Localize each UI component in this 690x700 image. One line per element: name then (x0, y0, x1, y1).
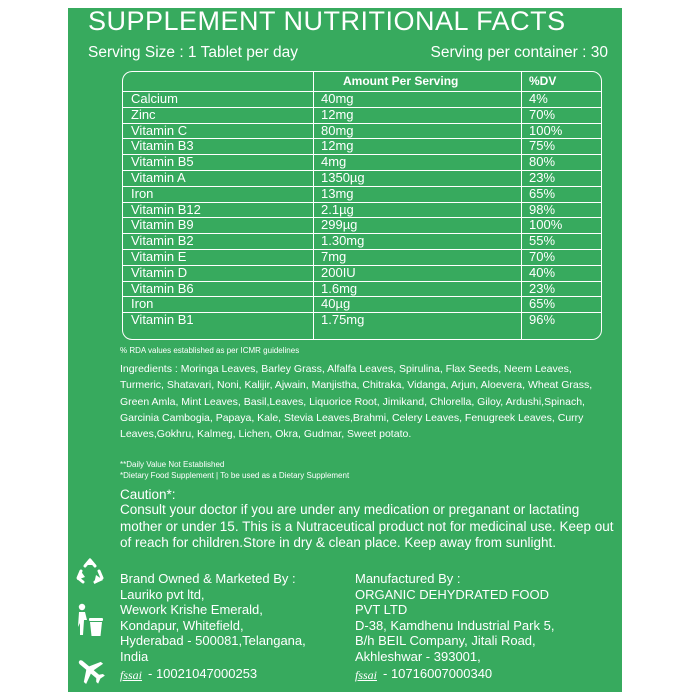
serving-per-container: Serving per container : 30 (430, 44, 608, 61)
nutrient-amount: 40µg (321, 296, 351, 312)
table-row (123, 265, 601, 281)
table-row (123, 233, 601, 249)
nutrient-amount: 200IU (321, 264, 356, 280)
table-row (123, 91, 601, 107)
nutrient-name: Vitamin B1 (131, 312, 194, 328)
nutrient-amount: 40mg (321, 91, 354, 106)
daily-value-note: **Daily Value Not Established (120, 460, 225, 469)
table-row (123, 186, 601, 202)
caution-text: Consult your doctor if you are under any medication or preganant or lactating mother or under 15. This is a Nutraceutical product not for medicinal use. Keep out of reach for children.Store in dry & clean place. Keep away from sunlight. (120, 502, 614, 550)
no-air-travel-icon (74, 654, 106, 686)
table-row (123, 217, 601, 233)
nutrient-dv: 65% (529, 296, 556, 312)
nutrient-name: Vitamin B9 (131, 217, 194, 233)
nutrient-name: Vitamin A (131, 169, 186, 185)
nutrient-amount: 13mg (321, 185, 354, 201)
nutrient-dv: 70% (529, 106, 556, 122)
nutrient-name: Vitamin E (131, 248, 187, 264)
nutrient-amount: 1.30mg (321, 233, 365, 249)
fssai-logo: fssai (120, 668, 143, 682)
nutrient-dv: 100% (529, 217, 563, 233)
nutrient-dv: 80% (529, 154, 556, 170)
nutrient-dv: 40% (529, 264, 556, 280)
nutrient-dv: 65% (529, 185, 556, 201)
nutrient-amount: 12mg (321, 106, 354, 122)
nutrient-name: Vitamin B6 (131, 280, 194, 296)
nutrient-dv: 75% (529, 138, 556, 154)
brand-fssai-license: - 10021047000253 (148, 666, 258, 681)
nutrient-amount: 1350µg (321, 169, 365, 185)
table-row (123, 202, 601, 218)
nutrient-name: Zinc (131, 106, 156, 122)
nutrient-name: Iron (131, 296, 154, 312)
nutrient-amount: 2.1µg (321, 201, 354, 217)
rda-note: % RDA values established as per ICMR guidelines (120, 346, 300, 355)
nutrient-dv: 23% (529, 169, 556, 185)
dispose-in-bin-icon (74, 603, 106, 639)
header-dv: %DV (529, 74, 557, 88)
fssai-logo: fssai (355, 668, 378, 682)
nutrient-dv: 23% (529, 280, 556, 296)
serving-size: Serving Size : 1 Tablet per day (88, 44, 298, 61)
table-row (123, 170, 601, 186)
nutrient-amount: 1.6mg (321, 280, 358, 296)
supplement-note: *Dietary Food Supplement | To be used as a Dietary Supplement (120, 471, 350, 480)
nutrient-name: Vitamin B3 (131, 138, 194, 154)
table-row (123, 138, 601, 154)
nutrient-name: Calcium (131, 91, 178, 106)
nutrient-name: Vitamin D (131, 264, 188, 280)
nutrition-label-panel (68, 8, 622, 692)
nutrient-amount: 7mg (321, 248, 347, 264)
nutrition-facts-table (122, 71, 602, 340)
nutrient-dv: 96% (529, 312, 556, 328)
caution-heading: Caution*: (120, 487, 176, 502)
table-row (123, 107, 601, 123)
nutrient-dv: 55% (529, 233, 556, 249)
manufacturer-address: Manufactured By : ORGANIC DEHYDRATED FOOD PVT LTD D-38, Kamdhenu Industrial Park 5, B/h BEIL Company, Jitali Road, Akhleshwar - 393001, (355, 571, 555, 664)
nutrient-name: Iron (131, 185, 154, 201)
nutrient-amount: 80mg (321, 122, 354, 138)
header-amount: Amount Per Serving (343, 74, 459, 88)
nutrient-dv: 4% (529, 91, 548, 106)
nutrient-amount: 12mg (321, 138, 354, 154)
page-title: SUPPLEMENT NUTRITIONAL FACTS (88, 8, 566, 36)
recycle-icon (74, 556, 106, 588)
brand-owner-address: Brand Owned & Marketed By : Lauriko pvt ltd, Wework Krishe Emerald, Kondapur, Whitefield, Hyderabad - 500081,Telangana, India (120, 571, 306, 664)
nutrient-name: Vitamin B12 (131, 201, 201, 217)
table-row (123, 123, 601, 139)
nutrient-dv: 70% (529, 248, 556, 264)
nutrient-dv: 98% (529, 201, 556, 217)
ingredients-text: Ingredients : Moringa Leaves, Barley Grass, Alfalfa Leaves, Spirulina, Flax Seeds, Neem Leaves, Turmeric, Shatavari, Noni, Kalijir, Ajwain, Manjistha, Chitraka, Vidanga, Arjun, Aloevera, Wheat Grass, Green Amla, Mint Leaves, Basil,Leaves, Liquorice Root, Jimikand, Chlorella, Giloy, Ardushi,Spinach, Garcinia Cambogia, Papaya, Kale, Stevia Leaves,Brahmi, Celery Leaves, Fenugreek Leaves, Curry Leaves,Gokhru, Kalmeg, Lichen, Okra, Gudmar, Sweet potato. (120, 363, 593, 441)
table-row (123, 154, 601, 170)
table-row (123, 249, 601, 265)
nutrient-name: Vitamin B2 (131, 233, 194, 249)
nutrient-amount: 299µg (321, 217, 358, 233)
table-row (123, 296, 601, 312)
manufacturer-fssai-license: - 10716007000340 (383, 666, 493, 681)
nutrient-dv: 100% (529, 122, 563, 138)
nutrient-amount: 1.75mg (321, 312, 365, 328)
table-row (123, 281, 601, 297)
table-row (123, 312, 601, 328)
nutrient-name: Vitamin C (131, 122, 188, 138)
nutrient-amount: 4mg (321, 154, 347, 170)
nutrient-name: Vitamin B5 (131, 154, 194, 170)
